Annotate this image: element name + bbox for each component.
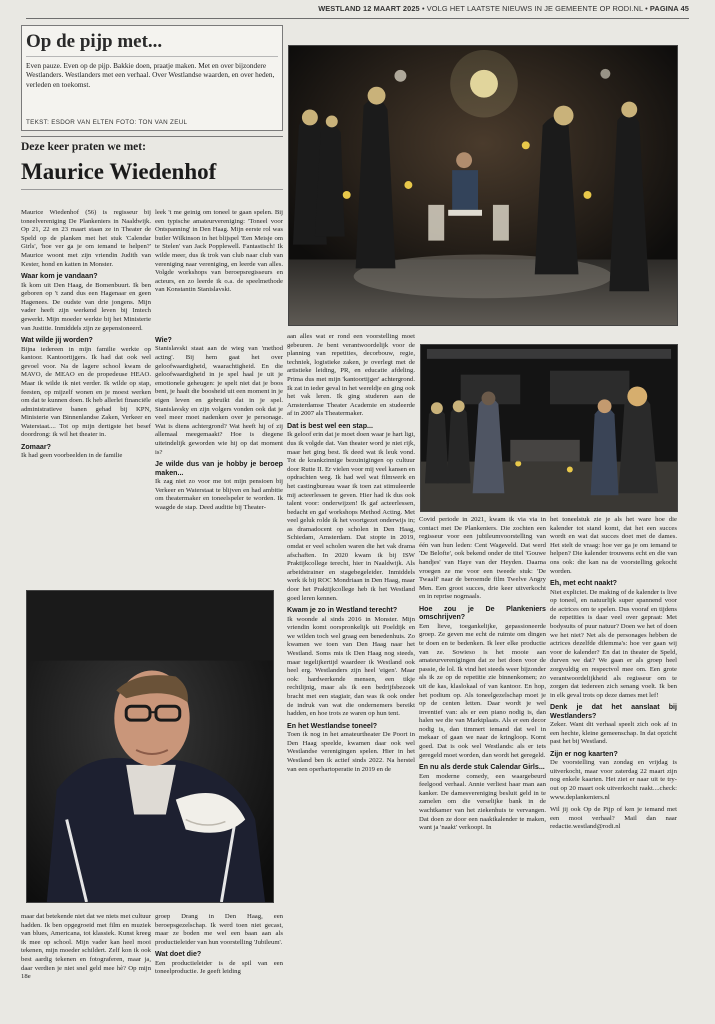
answer-paragraph: Ik woonde al sinds 2016 in Monster. Mijn vriendin komt oorspronkelijk uit Poeldijk en we wilden toch wel graag een benedenhuis. Zo kwamen we toen van Den Haag naar het Westland. Soms mis ik Den Haag nog steeds, maar tegelijkertijd waardeer ik Westland ook heel erg. Westlanders zijn heel 'eigen'. Maar ook: hardwerkende mensen, een tikje rechtlijnig, maar als ik een bedrijfsbezoek bracht met een stagiair, dan was ik ook onder de indruk van wat die ondernemers bereikt hadden, en hoe trots ze waren op hun tent. — [287, 615, 415, 718]
question-heading: Wie? — [155, 336, 172, 344]
answer-paragraph: Stanislavski staat aan de wieg van 'method acting'. Bij hem gaat het over geloofwaardigheid, waarachtigheid. En die geloofwaardigheid in je spel haal je uit je emotionele geheugen: je spelt niet dat je boos bent, je haalt die boosheid uit een moment in je eigen leven en gebruikt dat in je spel. Stanislavsky en zijn volgers vonden ook dat je veel meer moet nadenken over je personage. Wat is diens achtergrond? Wat heeft hij of zij allemaal meegemaakt? Hoe is diegene uiteindelijk geworden wie hij op dat moment is? — [155, 345, 283, 456]
question-heading: Hoe zou je De Plankeniers omschrijven? — [419, 604, 546, 622]
question-heading: Kwam je zo in Westland terecht? — [287, 606, 398, 615]
article-column-bottom-1 — [21, 913, 151, 1017]
question-heading: En het Westlandse toneel? — [287, 721, 378, 730]
article-column-1 — [21, 209, 151, 584]
portrait-illustration — [27, 591, 273, 902]
article-column-5 — [419, 516, 546, 1016]
question-heading: Zijn er nog kaarten? — [550, 749, 618, 758]
answer-paragraph: Ik zag niet zo voor me tot mijn pensioen bij Verkeer en Waterstaat te blijven en had ambitie om theatermaker en toneelspeler te worden. Ik waagde de stap. Deed auditie bij Theater- — [155, 477, 283, 511]
question-heading: Wat doet die? — [155, 950, 202, 959]
question-heading: Waar kom je vandaan? — [21, 272, 98, 281]
answer-paragraph: Ik geloof erin dat je moet doen waar je hart ligt, dus ik volgde dat. Van theater word je niet rijk, maar het ging best. Ik deed wat ik leuk vond. Tot de krankzinnige bezuinigingen op cultuur door Rutte II. Er vielen voor mij veel kansen en opdrachten weg. Ik had wel wat filmwerk en het castingbureau waar ik toen zat stimuleerde mij acteerlessen te geven. Hier had ik dus ook talent voor: onderwijzen! Ik gaf acteerlessen, bedacht en gaf workshops Method Acting. Met veel geluk rolde ik het voortgezet onderwijs in; as dramadocent op scholen in Den Haag, Schiedam, Amsterdam. Dat stopte in 2019, omdat er veel scholen waren die het vak drama afschaften. In 2020 kwam ik bij ISW Praktijkcollege terecht, hier in Naaldwijk. Als arbeidstrainer en stagebegeleider. Inmiddels werk ik bij ROC Mondriaan in Den Haag, maar door het Praktijkcollege heb ik het Westland goed leren kennen. — [287, 431, 415, 602]
column-title: Op de pijp met... — [26, 29, 278, 57]
article-column-3 — [155, 333, 283, 584]
answer-paragraph: Ik had geen voorbeelden in de familie — [21, 452, 123, 460]
question-heading: Zomaar? — [21, 443, 51, 452]
answer-paragraph: leek 't me geinig om toneel te gaan spelen. Bij een typische amateurvereniging: 'Toneel voor Ontspanning' in Den Haag. Mijn eerste rol was butler Wilkinson in het blijspel 'Een Meisje om te Stelen' van Jack Popplewell. Fantastisch! Ik wilde meer, dus ik trok van club naar club van vereniging naar vereniging, en leerde van alles. Volgde workshops van beroepsregisseurs en acteurs, en zo leerde ik o.a. de speelmethode van Konstantin Stanislavski. — [155, 209, 283, 294]
question-heading: En nu als derde stuk Calendar Girls... — [419, 763, 545, 772]
article-column-6 — [550, 516, 677, 1016]
column-intro-text: Even pauze. Even op de pijp. Bakkie doen, praatje maken. Met en over bijzondere Westlanders. Westlanders met een verhaal. Over Westlandse waarden, en over heden, verleden en toekomst. — [26, 61, 275, 89]
site-promo: VOLG HET LAATSTE NIEUWS IN JE GEMEENTE OP RODI.NL — [426, 4, 643, 13]
lead — [21, 136, 283, 194]
question-heading: Wat wilde jij worden? — [21, 336, 93, 345]
question-heading: Dat is best wel een stap... — [287, 421, 373, 430]
portrait-photo — [26, 590, 274, 903]
kicker: Deze keer praten we met: — [21, 136, 283, 153]
answer-paragraph: groep Drang in Den Haag, een beroepsgezelschap. Ik werd toen niet gecast, maar ze boden me wel een baan aan als productieleider van hun voorstelling 'Jubileum'. — [155, 913, 283, 946]
contact-note: Wil jij ook Op de Pijp of ken je iemand met een mooi verhaal? Mail dan naar redactie.westland@rodi.nl — [550, 806, 677, 831]
stage-photo-group — [420, 344, 678, 512]
question-heading: Je wilde dus van je hobby je beroep maken... — [155, 460, 283, 477]
answer-paragraph: De voorstelling van zondag en vrijdag is uitverkocht, maar voor zaterdag 22 maart zijn nog enkele kaarten. Het ziet er naar uit te try-out op 20 maart ook uitverkocht raakt....check: www.deplankeniers.nl — [550, 759, 677, 801]
answer-paragraph: het toneelstuk zie je als het ware hoe die kalender tot stand komt, dat het een succes wordt en wat dat succes doet met de dames. Het stelt de vraag: hoe ver ga je om iemand te helpen? Die kalender trouwens echt en die van ons ook: die kan na de voorstelling gekocht worden. — [550, 516, 677, 575]
article-column-4 — [287, 333, 415, 1016]
stage-scene-illustration — [289, 46, 677, 325]
answer-paragraph: Ik kom uit Den Haag, de Bomenbuurt. Ik ben geboren op 't zand dus een Hagenaar en geen Hagenees. De oudste van drie jongens. Mijn vader heeft zijn werkend leven bij Imtech gewerkt. Mijn moeder werkte bij het Ministerie van Justitie. Inmiddels zijn ze gepensioneerd. — [21, 281, 151, 332]
article-column-bottom-2 — [155, 913, 283, 1017]
stage-photo-main — [288, 45, 678, 326]
answer-paragraph: aan alles wat er rond een voorstelling moet gebeuren. Je bent verantwoordelijk voor de planning van repetities, decorbouw, regie, techniek, logistieke zaken, je overlegt met de artistieke leiding, PR, en educatie afdeling. Prima dus met mijn 'kantoortijger' achtergrond. Ik zat in ieder geval in het wereldje en ging ook het vak leren. Ik ging studeren aan de Amsterdamse Theater Academie en studeerde af in 2007 als Theatermaker. — [287, 333, 415, 418]
intro-paragraph: Maurice Wiedenhof (56) is regisseur bij toneelvereniging De Plankeniers in Naaldwijk. Op 21, 22 en 23 maart staan ze in Theater de Speld op de planken met het stuk 'Calendar Girls', 'hoe ver ga je om iemand te helpen?' Maurice woont met zijn vriendin Judith van Kester, hond en katten in Monster. — [21, 209, 151, 268]
answer-paragraph: maar dat betekende niet dat we niets met cultuur hadden. Ik ben opgegroeid met film en muziek van blues, Americana, tot klassiek. Kunst kreeg ik mee op school. Mijn vader kan heel mooi tekenen, mijn moeder schildert. Zelf kon ik ook best aardig tekenen en fotograferen, maar ja, daar verdien je niet snel geld mee hè? Op mijn 18e — [21, 913, 151, 981]
edition-label: WESTLAND 12 MAART 2025 — [318, 4, 420, 13]
answer-paragraph: Niet expliciet. De making of de kalender is live op toneel, en natuurlijk super spannend voor de actrices om te spelen. Dus vooraf en tijdens de repetities is daar veel over gepraat: Met bodysuits of puur natuur? Doen we het of doen we het niet? Net als de personages hebben de actrices dezelfde dilemma's: hoe ver gaan wij voor de kalender? En dat in theater de Speld, durven we dat? We gaan er als groep heel zorgvuldig en respectvol mee om. Een grote verantwoordelijkheid als regisseur om te zorgen dat iedereen zich senang voelt. Ik ben in elk geval trots op deze dames met lef! — [550, 588, 677, 699]
page-number: PAGINA 45 — [649, 4, 689, 13]
question-heading: Denk je dat het aanslaat bij Westlanders? — [550, 703, 677, 720]
group-scene-illustration — [421, 345, 677, 511]
answer-paragraph: Bijna iedereen in mijn familie werkte op kantoor. Kantoortijgers. Ik had dat ook wel gevoel voor. Na de lagere school kwam de MAVO, de MEAO en de propedeuse HEAO. Maar ik wilde ik niet verder. Ik wilde op stap, feesten, op mijzelf wonen en je moest werken om dat te kunnen doen. Ik heb allerlei financiële administratieve banen gehad bij KPN, Ministerie van Binnenlandse Zaken, Verkeer en Waterstaat.... Tot op mijn dertigste het besef doordrong: ik wil het theater in. — [21, 345, 151, 439]
answer-paragraph: Een lieve, toegankelijke, gepassioneerde groep. Ze geven me echt de ruimte om dingen te doen en te bedenken. Ik leer elke productie van ze. Sowieso is het mooie aan amateurverenigingen dat ze het doen voor de passie, de lol. Ik vind het steeds weer bijzonder als ik ze op de repetitie zie binnenkomen; zo uit de kas, klaslokaal of van kantoor. En hop, het podium op. Als toneelgezelschap moet je op de centen letten. Daar wordt je wel inventief van: als er een piano nodig is, dan halen we die van Marktplaats. Als er een decor nodig is, dan timmert iemand dat wel in mekaar of gaan we naar de kringloop. Komt goed. Dat is ook wel Westlands: als er iets geregeld moet worden, dan wordt het geregeld. — [419, 622, 546, 759]
answer-paragraph: Covid periode in 2021, kwam ik via via in contact met De Plankeniers. Die zochten een regisseur voor een jubileumvoorstelling van één van hun leden: Cent Wageveld. Dat werd 'De Belofte', ook bekend onder de titel 'Gouwe handjes' van Haye van der Heyden. Daarna vroegen ze me voor een tweede stuk: 'De Twaalf' naar de beroemde film Twelve Angry Men. Een groot succes, drie keer uitverkocht en in reprise nogmaals. — [419, 516, 546, 601]
question-heading: Eh, met echt naakt? — [550, 579, 618, 588]
column-intro-box — [21, 25, 283, 131]
answer-paragraph: Een moderne comedy, een waargebeurd feelgood verhaal. Annie verliest haar man aan kanker. De damesvereniging besluit geld in te zamelen om die verselijke bank in de wachtkamer van het ziekenhuis te vervangen. Dat doen ze door een naaktkalender te maken, want ja 'naakt' verkoopt. In — [419, 772, 546, 832]
article-column-2 — [155, 209, 283, 329]
answer-paragraph: Zeker. Want dit verhaal speelt zich ook af in een hechte, kleine gemeenschap. In dat opzicht past het bij Westland. — [550, 721, 677, 746]
byline: TEKST: ESDOR VAN ELTEN FOTO: TON VAN ZEUL — [26, 119, 188, 126]
interviewee-name: Maurice Wiedenhof — [21, 159, 283, 190]
running-header: WESTLAND 12 MAART 2025 • VOLG HET LAATSTE NIEUWS IN JE GEMEENTE OP RODI.NL • PAGINA 45 — [26, 4, 689, 19]
answer-paragraph: Een productieleider is de spil van een toneelproductie. Je geeft leiding — [155, 959, 283, 976]
answer-paragraph: Toen ik nog in het amateurtheater De Poort in Den Haag speelde, kwamen daar ook wel Westlandse verenigingen spelen. Hier in het Westland ben ik actief sinds 2022. Na herstel van een operhartoperatie in 2019 en de — [287, 731, 415, 773]
